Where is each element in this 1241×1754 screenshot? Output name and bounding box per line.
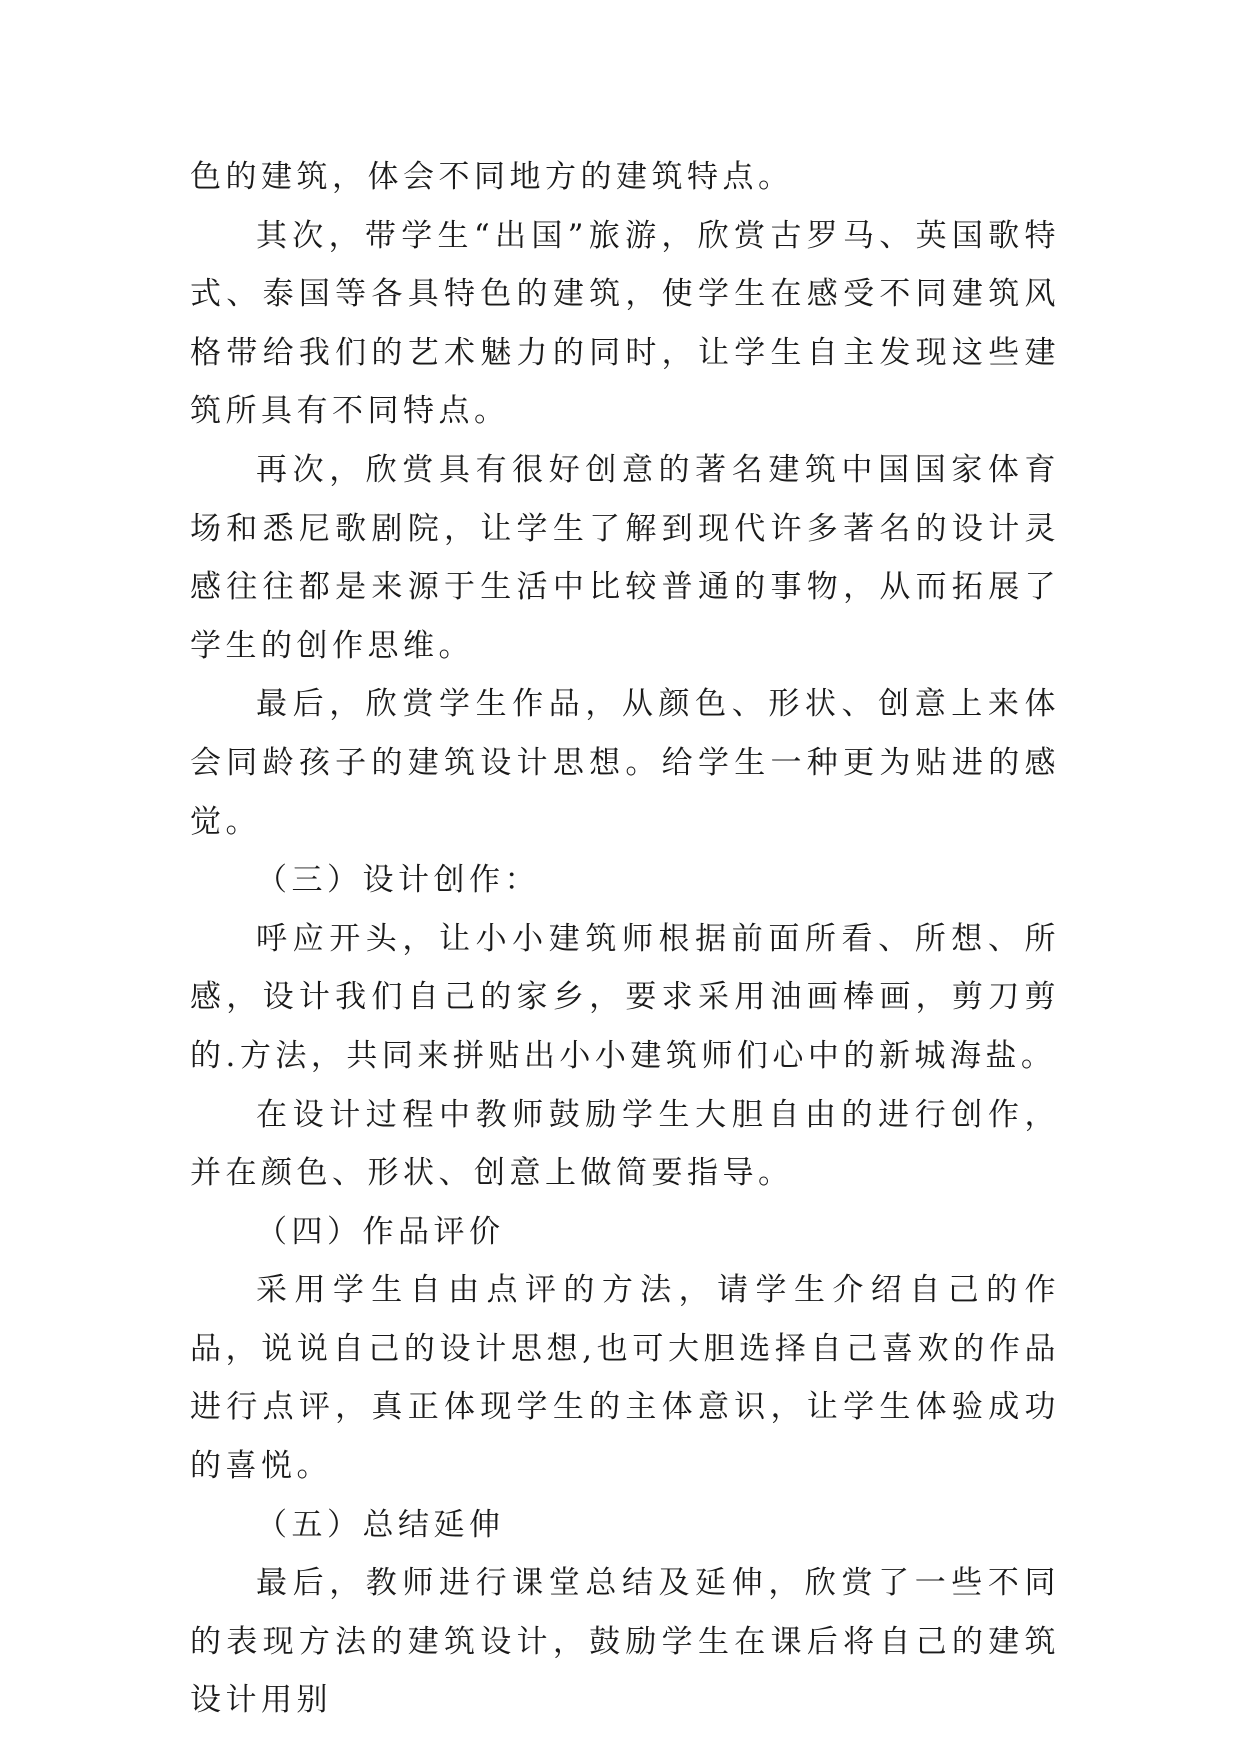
paragraph-evaluation: 采用学生自由点评的方法，请学生介绍自己的作品，说说自己的设计思想,也可大胆选择自己喜欢的作品进行点评，真正体现学生的主体意识，让学生体验成功的喜悦。 (190, 1272, 1060, 1485)
section-heading-summary: （五）总结延伸 (256, 1506, 505, 1543)
paragraph-abroad-architecture: 其次，带学生“出国”旅游，欣赏古罗马、英国歌特式、泰国等各具特色的建筑，使学生在感受不同建筑风格带给我们的艺术魅力的同时，让学生自主发现这些建筑所具有不同特点。 (190, 217, 1060, 430)
paragraph-continued: 色的建筑，体会不同地方的建筑特点。 (190, 159, 794, 195)
section-heading-evaluation: （四）作品评价 (256, 1213, 505, 1250)
document-body (190, 148, 1060, 1730)
paragraph-student-works: 最后，欣赏学生作品，从颜色、形状、创意上来体会同龄孩子的建筑设计思想。给学生一种更为贴进的感觉。 (190, 686, 1060, 840)
paragraph-famous-architecture: 再次，欣赏具有很好创意的著名建筑中国国家体育场和悉尼歌剧院，让学生了解到现代许多著名的设计灵感往往都是来源于生活中比较普通的事物，从而拓展了学生的创作思维。 (190, 451, 1060, 664)
section-heading-design: （三）设计创作： (256, 862, 540, 899)
paragraph-design-task: 呼应开头，让小小建筑师根据前面所看、所想、所感，设计我们自己的家乡，要求采用油画棒画，剪刀剪的.方法，共同来拼贴出小小建筑师们心中的新城海盐。 (190, 920, 1060, 1074)
paragraph-design-guidance: 在设计过程中教师鼓励学生大胆自由的进行创作，并在颜色、形状、创意上做简要指导。 (190, 1096, 1060, 1192)
paragraph-summary: 最后，教师进行课堂总结及延伸，欣赏了一些不同的表现方法的建筑设计，鼓励学生在课后将自己的建筑设计用别 (190, 1565, 1060, 1719)
